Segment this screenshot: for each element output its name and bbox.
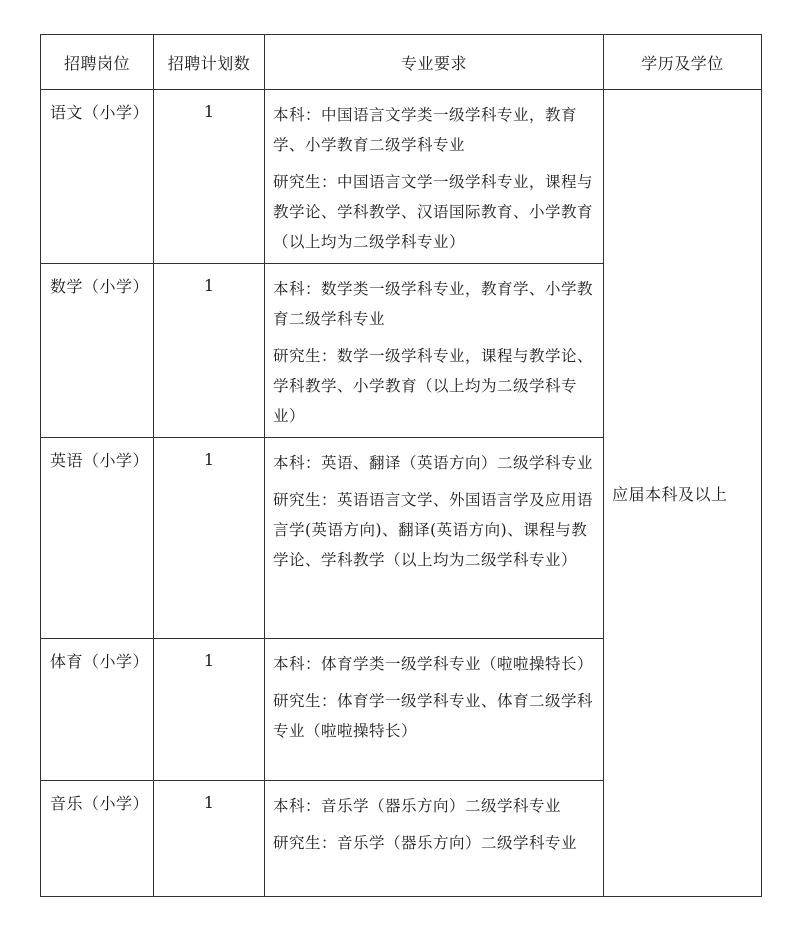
graduate-requirement: 研究生：数学一级学科专业，课程与教学论、学科教学、小学教育（以上均为二级学科专业）	[273, 347, 594, 425]
position-cell: 英语（小学）	[41, 438, 154, 639]
table-row	[41, 90, 762, 264]
undergrad-requirement: 本科：中国语言文学类一级学科专业，教育学、小学教育二级学科专业	[273, 106, 578, 154]
table-header-row	[41, 35, 762, 90]
undergrad-requirement: 本科：英语、翻译（英语方向）二级学科专业	[273, 454, 594, 472]
header-major-requirements: 专业要求	[265, 35, 604, 90]
undergrad-requirement: 本科：数学类一级学科专业，教育学、小学教育二级学科专业	[273, 280, 594, 328]
graduate-requirement: 研究生：英语语言文学、外国语言学及应用语言学(英语方向)、翻译(英语方向)、课程与教学论、学科教学（以上均为二级学科专业）	[273, 491, 594, 569]
graduate-requirement: 研究生：体育学一级学科专业、体育二级学科专业（啦啦操特长）	[273, 692, 594, 740]
graduate-requirement: 研究生：音乐学（器乐方向）二级学科专业	[273, 834, 578, 852]
position-cell: 语文（小学）	[41, 90, 154, 264]
undergrad-requirement: 本科：体育学类一级学科专业（啦啦操特长）	[273, 655, 594, 673]
header-position: 招聘岗位	[41, 35, 154, 90]
requirements-cell	[265, 781, 604, 897]
requirements-cell	[265, 438, 604, 639]
requirements-cell	[265, 264, 604, 438]
count-cell: 1	[154, 781, 265, 897]
graduate-requirement: 研究生：中国语言文学一级学科专业，课程与教学论、学科教学、汉语国际教育、小学教育（以上均为二级学科专业）	[273, 173, 594, 251]
position-cell: 音乐（小学）	[41, 781, 154, 897]
header-degree: 学历及学位	[604, 35, 762, 90]
header-count: 招聘计划数	[154, 35, 265, 90]
degree-cell: 应届本科及以上	[604, 90, 762, 897]
recruitment-table	[40, 34, 762, 897]
requirements-cell	[265, 639, 604, 781]
requirements-cell	[265, 90, 604, 264]
count-cell: 1	[154, 90, 265, 264]
undergrad-requirement: 本科：音乐学（器乐方向）二级学科专业	[273, 797, 562, 815]
count-cell: 1	[154, 264, 265, 438]
position-cell: 数学（小学）	[41, 264, 154, 438]
position-cell: 体育（小学）	[41, 639, 154, 781]
count-cell: 1	[154, 639, 265, 781]
count-cell: 1	[154, 438, 265, 639]
